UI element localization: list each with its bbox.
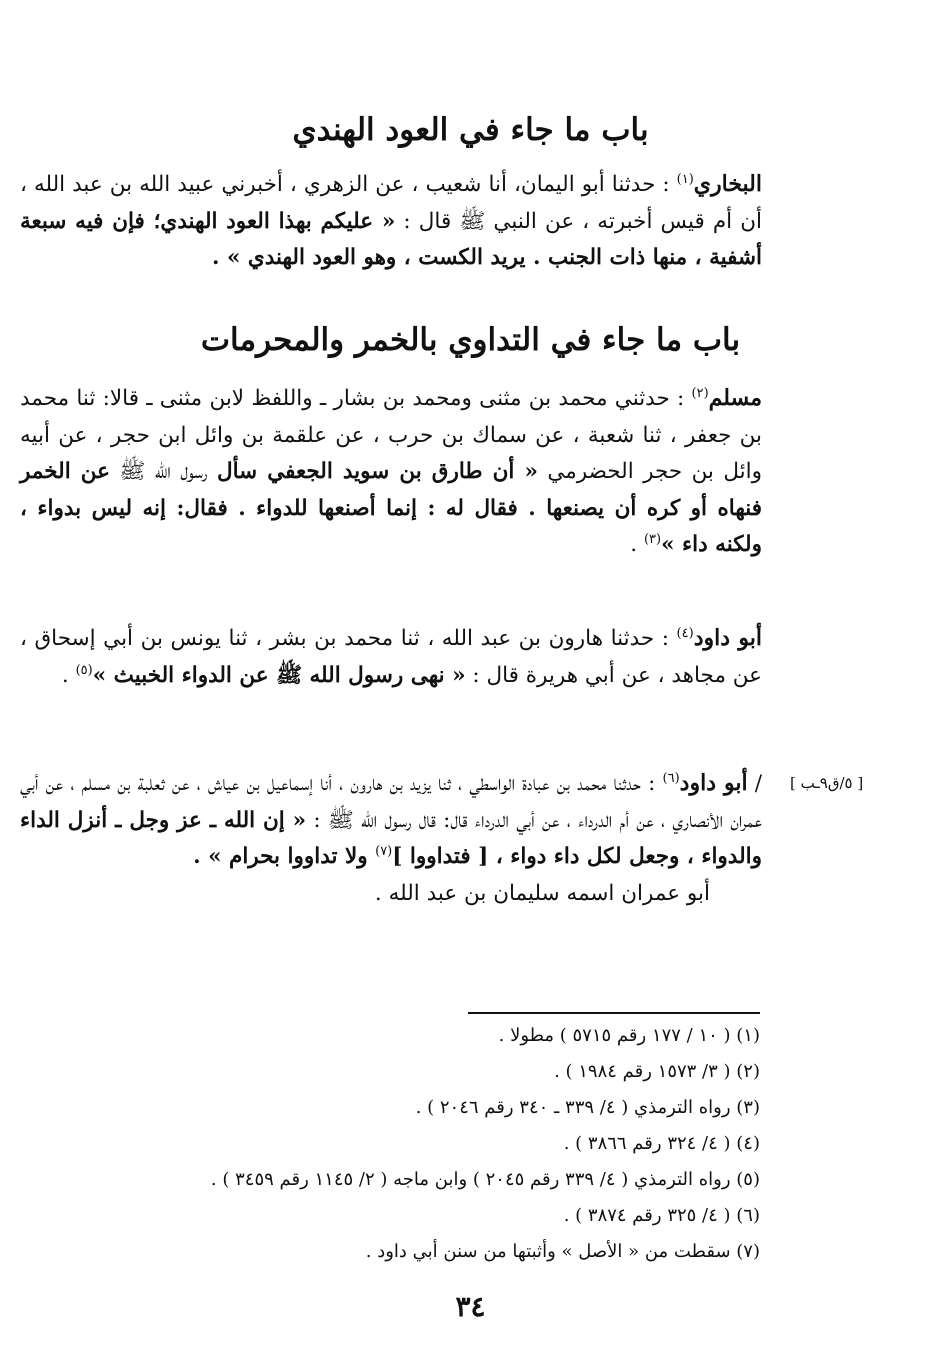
footnote-5: (٥) رواه الترمذي ( ٤/ ٣٣٩ رقم ٢٠٤٥ ) وابن ماجه ( ٢/ ١١٤٥ رقم ٣٤٥٩ ) .: [210, 1169, 760, 1190]
footnote-ref: (٣): [643, 531, 662, 547]
narrator-note: أبو عمران اسمه سليمان بن عبد الله .: [374, 880, 710, 906]
footnote-7: (٧) سقطت من « الأصل » وأثبتها من سنن أبي داود .: [365, 1241, 760, 1262]
footnote-6: (٦) ( ٤/ ٣٢٥ رقم ٣٨٧٤ ) .: [563, 1205, 760, 1226]
prophet-mention: رسول الله ﷺ: [109, 459, 217, 484]
manuscript-folio-note: [ ٥/ق٩ـب ]: [790, 774, 864, 792]
hadith-abu-dawud-2: [20, 765, 762, 912]
punctuation: .: [630, 532, 644, 557]
footnote-ref: (٧): [375, 843, 393, 859]
hadith-bukhari: [20, 166, 762, 277]
footnote-4: (٤) ( ٤/ ٣٢٤ رقم ٣٨٦٦ ) .: [563, 1133, 760, 1154]
isnad-text: : حدثنا هارون بن عبد الله ، ثنا محمد بن بشر ، ثنا يونس بن أبي إسحاق ، عن مجاهد ، عن أبي هريرة قال :: [20, 626, 762, 688]
footnote-ref: (٤): [676, 625, 694, 641]
hadith-quote: « إن الله ـ عز وجل ـ أنزل الداء والدواء ، وجعل لكل داء دواء ، [ فتداووا ]: [20, 807, 762, 869]
footnote-3: (٣) رواه الترمذي ( ٤/ ٣٣٩ ـ ٣٤٠ رقم ٢٠٤٦ ) .: [415, 1097, 760, 1118]
chapter-heading-oud: باب ما جاء في العود الهندي: [292, 112, 649, 148]
isnad-text: : حدثنا محمد بن عبادة الواسطي ، ثنا يزيد بن هارون ، أنا إسماعيل بن عياش ، عن ثعلبة بن مسلم ، عن أبي عمران الأنصاري ، عن أم الدرداء ، عن أبي الدرداء قال: قال رسول الله ﷺ :: [20, 771, 762, 833]
folio-slash: /: [747, 771, 763, 796]
hadith-quote-continued: عن الخمر فنهاه أو كره أن يصنعها . فقال له : إنما أصنعها للدواء . فقال: إنه ليس بدواء ، ولكنه داء »: [20, 459, 762, 557]
hadith-quote: « نهى رسول الله ﷺ عن الدواء الخبيث »: [92, 662, 466, 688]
isnad-text: : حدثنا أبو اليمان، أنا شعيب ، عن الزهري ، أخبرني عبيد الله بن عبد الله ، أن أم قيس أخبرته ، عن النبي ﷺ قال :: [20, 172, 762, 234]
footnote-ref: (٢): [691, 385, 709, 401]
narrator-name: أبو داود: [679, 770, 748, 796]
narrator-name: البخاري: [693, 171, 762, 197]
footnote-ref: (٥): [75, 662, 93, 678]
hadith-quote: « عليكم بهذا العود الهندي؛ فإن فيه سبعة أشفية ، منها ذات الجنب . يريد الكست ، وهو العود الهندي » .: [20, 208, 762, 270]
footnote-ref: (١): [676, 171, 694, 187]
punctuation: .: [61, 662, 76, 688]
footnote-divider: [468, 1012, 760, 1014]
hadith-abu-dawud-1: [20, 620, 762, 694]
hadith-quote: « أن طارق بن سويد الجعفي سأل: [216, 459, 538, 484]
footnote-2: (٢) ( ٣/ ١٥٧٣ رقم ١٩٨٤ ) .: [554, 1061, 760, 1082]
page-number: ٣٤: [455, 1290, 486, 1323]
narrator-name: مسلم: [708, 385, 762, 411]
isnad-text: : حدثني محمد بن مثنى ومحمد بن بشار ـ واللفظ لابن مثنى ـ قالا: ثنا محمد بن جعفر ، ثنا شعبة ، عن سماك بن حرب ، عن علقمة بن وائل ابن حجر ، عن أبيه وائل بن حجر الحضرمي: [20, 386, 762, 484]
footnote-1: (١) ( ١٠ / ١٧٧ رقم ٥٧١٥ ) مطولا .: [498, 1025, 760, 1046]
hadith-muslim: [20, 380, 762, 564]
hadith-quote-end: ولا تداووا بحرام » .: [193, 844, 376, 869]
footnote-ref: (٦): [662, 770, 680, 786]
chapter-heading-alcohol: باب ما جاء في التداوي بالخمر والمحرمات: [200, 322, 741, 358]
narrator-name: أبو داود: [693, 625, 762, 651]
